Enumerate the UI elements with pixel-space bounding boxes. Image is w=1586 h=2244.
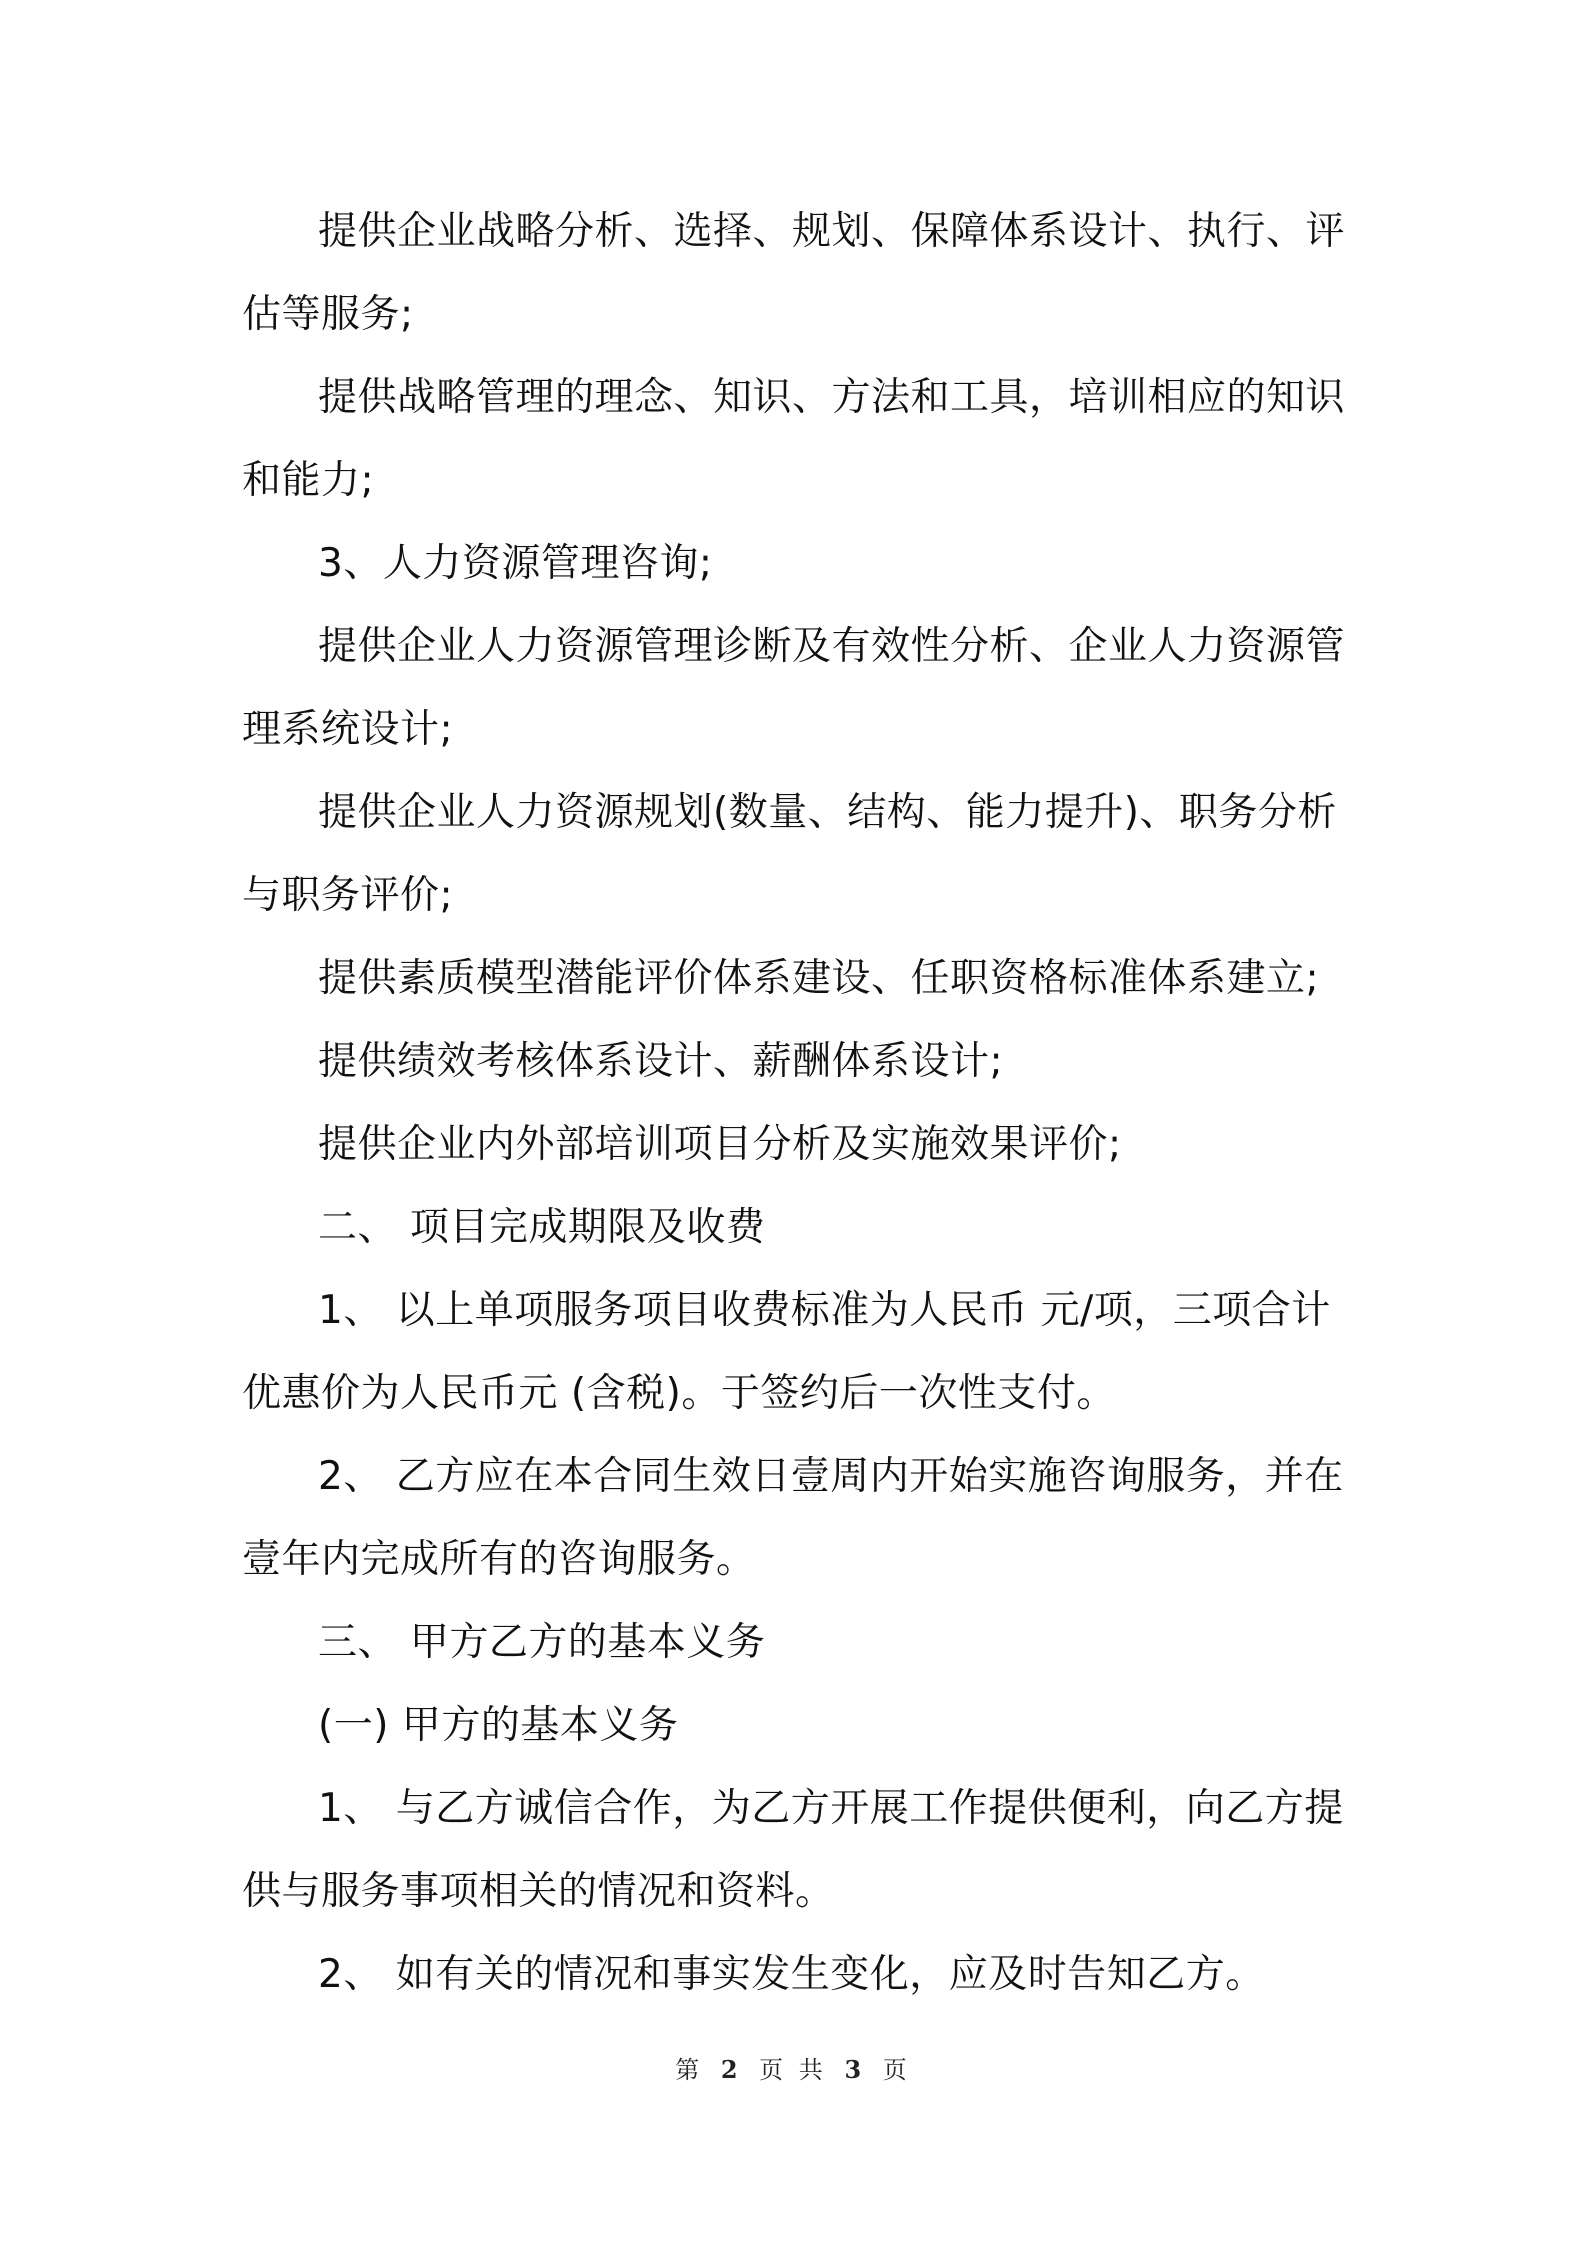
footer-suffix: 页	[882, 2056, 911, 2084]
paragraph-strategy-services: 提供企业战略分析、选择、规划、保障体系设计、执行、评估等服务;	[242, 209, 1346, 337]
paragraph-performance-salary: 提供绩效考核体系设计、薪酬体系设计;	[318, 1039, 1004, 1084]
section-heading-deadline-fees: 二、 项目完成期限及收费	[318, 1205, 766, 1250]
footer-middle: 页 共	[759, 2056, 827, 2084]
paragraph-hr-planning: 提供企业人力资源规划(数量、结构、能力提升)、职务分析与职务评价;	[242, 790, 1337, 918]
paragraph-fee-standard: 1、 以上单项服务项目收费标准为人民币 元/项，三项合计优惠价为人民币元 (含税)。于签约后一次性支付。	[242, 1288, 1331, 1416]
subsection-heading-party-a: (一) 甲方的基本义务	[318, 1703, 679, 1748]
paragraph-party-a-notify: 2、 如有关的情况和事实发生变化，应及时告知乙方。	[318, 1952, 1265, 1997]
paragraph-strategy-training: 提供战略管理的理念、知识、方法和工具，培训相应的知识和能力;	[242, 375, 1346, 503]
section-heading-obligations: 三、 甲方乙方的基本义务	[318, 1620, 766, 1665]
paragraph-service-timeline: 2、 乙方应在本合同生效日壹周内开始实施咨询服务，并在壹年内完成所有的咨询服务。	[242, 1454, 1344, 1582]
paragraph-training-evaluation: 提供企业内外部培训项目分析及实施效果评价;	[318, 1122, 1122, 1167]
paragraph-hr-diagnosis: 提供企业人力资源管理诊断及有效性分析、企业人力资源管理系统设计;	[242, 624, 1346, 752]
footer-current-page: 2	[720, 2055, 742, 2084]
page-footer	[0, 2050, 1586, 2085]
footer-prefix: 第	[675, 2056, 704, 2084]
paragraph-party-a-cooperation: 1、 与乙方诚信合作，为乙方开展工作提供便利，向乙方提供与服务事项相关的情况和资料。	[242, 1786, 1344, 1914]
body-text	[242, 190, 1352, 2016]
paragraph-competency-model: 提供素质模型潜能评价体系建设、任职资格标准体系建立;	[318, 956, 1320, 1001]
paragraph-hr-consulting-heading: 3、人力资源管理咨询;	[318, 541, 713, 586]
footer-total-pages: 3	[844, 2055, 866, 2084]
